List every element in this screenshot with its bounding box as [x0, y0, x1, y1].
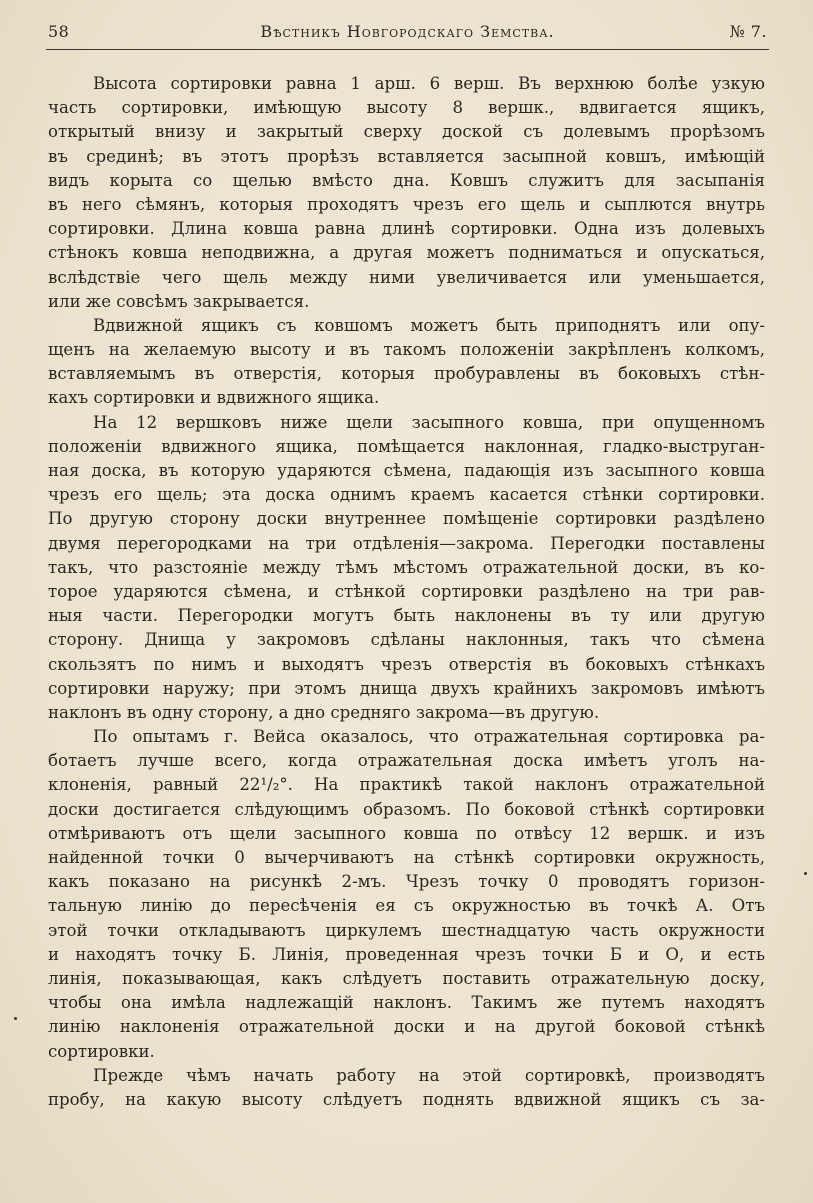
text-line: скользятъ по нимъ и выходятъ чрезъ отверстія въ боковыхъ стѣнкахъ: [48, 654, 765, 674]
text-line: Высота сортировки равна 1 арш. 6 верш. Въ верхнюю болѣе узкую: [93, 74, 765, 93]
text-line: линія, показывающая, какъ слѣдуетъ поставить отражательную доску,: [48, 968, 765, 988]
text-line: пробу, на какую высоту слѣдуетъ поднять вдвижной ящикъ съ за-: [48, 1089, 765, 1109]
header-rule: [46, 49, 769, 50]
text-line: кахъ сортировки и вдвижного ящика.: [48, 388, 380, 408]
running-header: [48, 22, 767, 46]
text-line: сортировки наружу; при этомъ днища двухъ крайнихъ закромовъ имѣютъ: [48, 678, 765, 698]
text-line: этой точки откладываютъ циркулемъ шестнадцатую часть окружности: [48, 920, 765, 940]
text-line: чрезъ его щель; эта доска однимъ краемъ касается стѣнки сортировки.: [48, 485, 765, 505]
text-line: Вдвижной ящикъ съ ковшомъ можетъ быть приподнятъ или опу-: [93, 315, 765, 335]
text-line: чтобы она имѣла надлежащій наклонъ. Такимъ же путемъ находятъ: [48, 993, 765, 1013]
text-line: найденной точки 0 вычерчиваютъ на стѣнкѣ сортировки окружность,: [48, 848, 765, 867]
text-line: положеніи вдвижного ящика, помѣщается наклонная, гладко-выструган-: [48, 436, 765, 456]
article-body: [48, 72, 765, 1112]
text-line: торое ударяются сѣмена, и стѣнкой сортировки раздѣлено на три рав-: [48, 581, 765, 601]
text-line: двумя перегородками на три отдѣленія—закрома. Перегодки поставлены: [48, 533, 765, 553]
text-line: доски достигается слѣдующимъ образомъ. По боковой стѣнкѣ сортировки: [48, 799, 765, 819]
text-line: видъ корыта со щелью вмѣсто дна. Ковшъ служитъ для засыпанія: [48, 170, 765, 190]
text-line: Прежде чѣмъ начать работу на этой сортировкѣ, производятъ: [93, 1065, 765, 1085]
text-line: ботаетъ лучше всего, когда отражательная доска имѣетъ уголъ на-: [48, 751, 765, 771]
text-line: По опытамъ г. Вейса оказалось, что отражательная сортировка ра-: [93, 727, 765, 747]
text-line: и находятъ точку Б. Линія, проведенная чрезъ точки Б и О, и есть: [48, 944, 765, 964]
text-line: вслѣдствіе чего щель между ними увеличивается или уменьшается,: [48, 267, 765, 287]
text-line: наклонъ въ одну сторону, а дно средняго закрома—въ другую.: [48, 702, 600, 722]
text-line: ная доска, въ которую ударяются сѣмена, падающія изъ засыпного ковша: [48, 461, 765, 480]
text-line: По другую сторону доски внутреннее помѣщеніе сортировки раздѣлено: [48, 509, 765, 529]
text-line: щенъ на желаемую высоту и въ такомъ положеніи закрѣпленъ колкомъ,: [48, 340, 765, 360]
print-speck: [14, 1017, 17, 1020]
text-line: сортировки.: [48, 1041, 155, 1061]
text-line: тальную линію до пересѣченія ея съ окружностью въ точкѣ А. Отъ: [48, 896, 765, 916]
issue-number: № 7.: [729, 22, 767, 41]
text-line: часть сортировки, имѣющую высоту 8 вершк., вдвигается ящикъ,: [48, 98, 765, 118]
text-line: сторону. Днища у закромовъ сдѣланы наклонныя, такъ что сѣмена: [48, 630, 765, 650]
text-line: или же совсѣмъ закрывается.: [48, 291, 310, 311]
text-line: въ него сѣмянъ, которыя проходятъ чрезъ его щель и сыплются внутрь: [48, 194, 765, 214]
text-line: линію наклоненія отражательной доски и на другой боковой стѣнкѣ: [48, 1017, 765, 1037]
text-line: открытый внизу и закрытый сверху доской съ долевымъ прорѣзомъ: [48, 122, 765, 142]
text-line: такъ, что разстояніе между тѣмъ мѣстомъ отражательной доски, въ ко-: [48, 557, 765, 577]
text-line: ныя части. Перегородки могутъ быть наклонены въ ту или другую: [48, 606, 765, 626]
text-line: какъ показано на рисункѣ 2-мъ. Чрезъ точку 0 проводятъ горизон-: [48, 872, 765, 892]
text-line: клоненія, равный 22¹/₂°. На практикѣ такой наклонъ отражательной: [48, 775, 765, 795]
text-line: На 12 вершковъ ниже щели засыпного ковша, при опущенномъ: [93, 412, 765, 432]
text-line: отмѣриваютъ отъ щели засыпного ковша по отвѣсу 12 вершк. и изъ: [48, 823, 765, 843]
text-line: сортировки. Длина ковша равна длинѣ сортировки. Одна изъ долевыхъ: [48, 219, 765, 239]
journal-title: Вѣстникъ Новгородскаго Земства.: [260, 22, 555, 41]
print-speck: [804, 872, 807, 875]
text-line: стѣнокъ ковша неподвижна, а другая можетъ подниматься и опускаться,: [48, 243, 765, 263]
page-number: 58: [48, 22, 70, 41]
text-line: вставляемымъ въ отверстія, которыя пробуравлены въ боковыхъ стѣн-: [48, 364, 765, 384]
text-line: въ срединѣ; въ этотъ прорѣзъ вставляется засыпной ковшъ, имѣющій: [48, 146, 765, 166]
